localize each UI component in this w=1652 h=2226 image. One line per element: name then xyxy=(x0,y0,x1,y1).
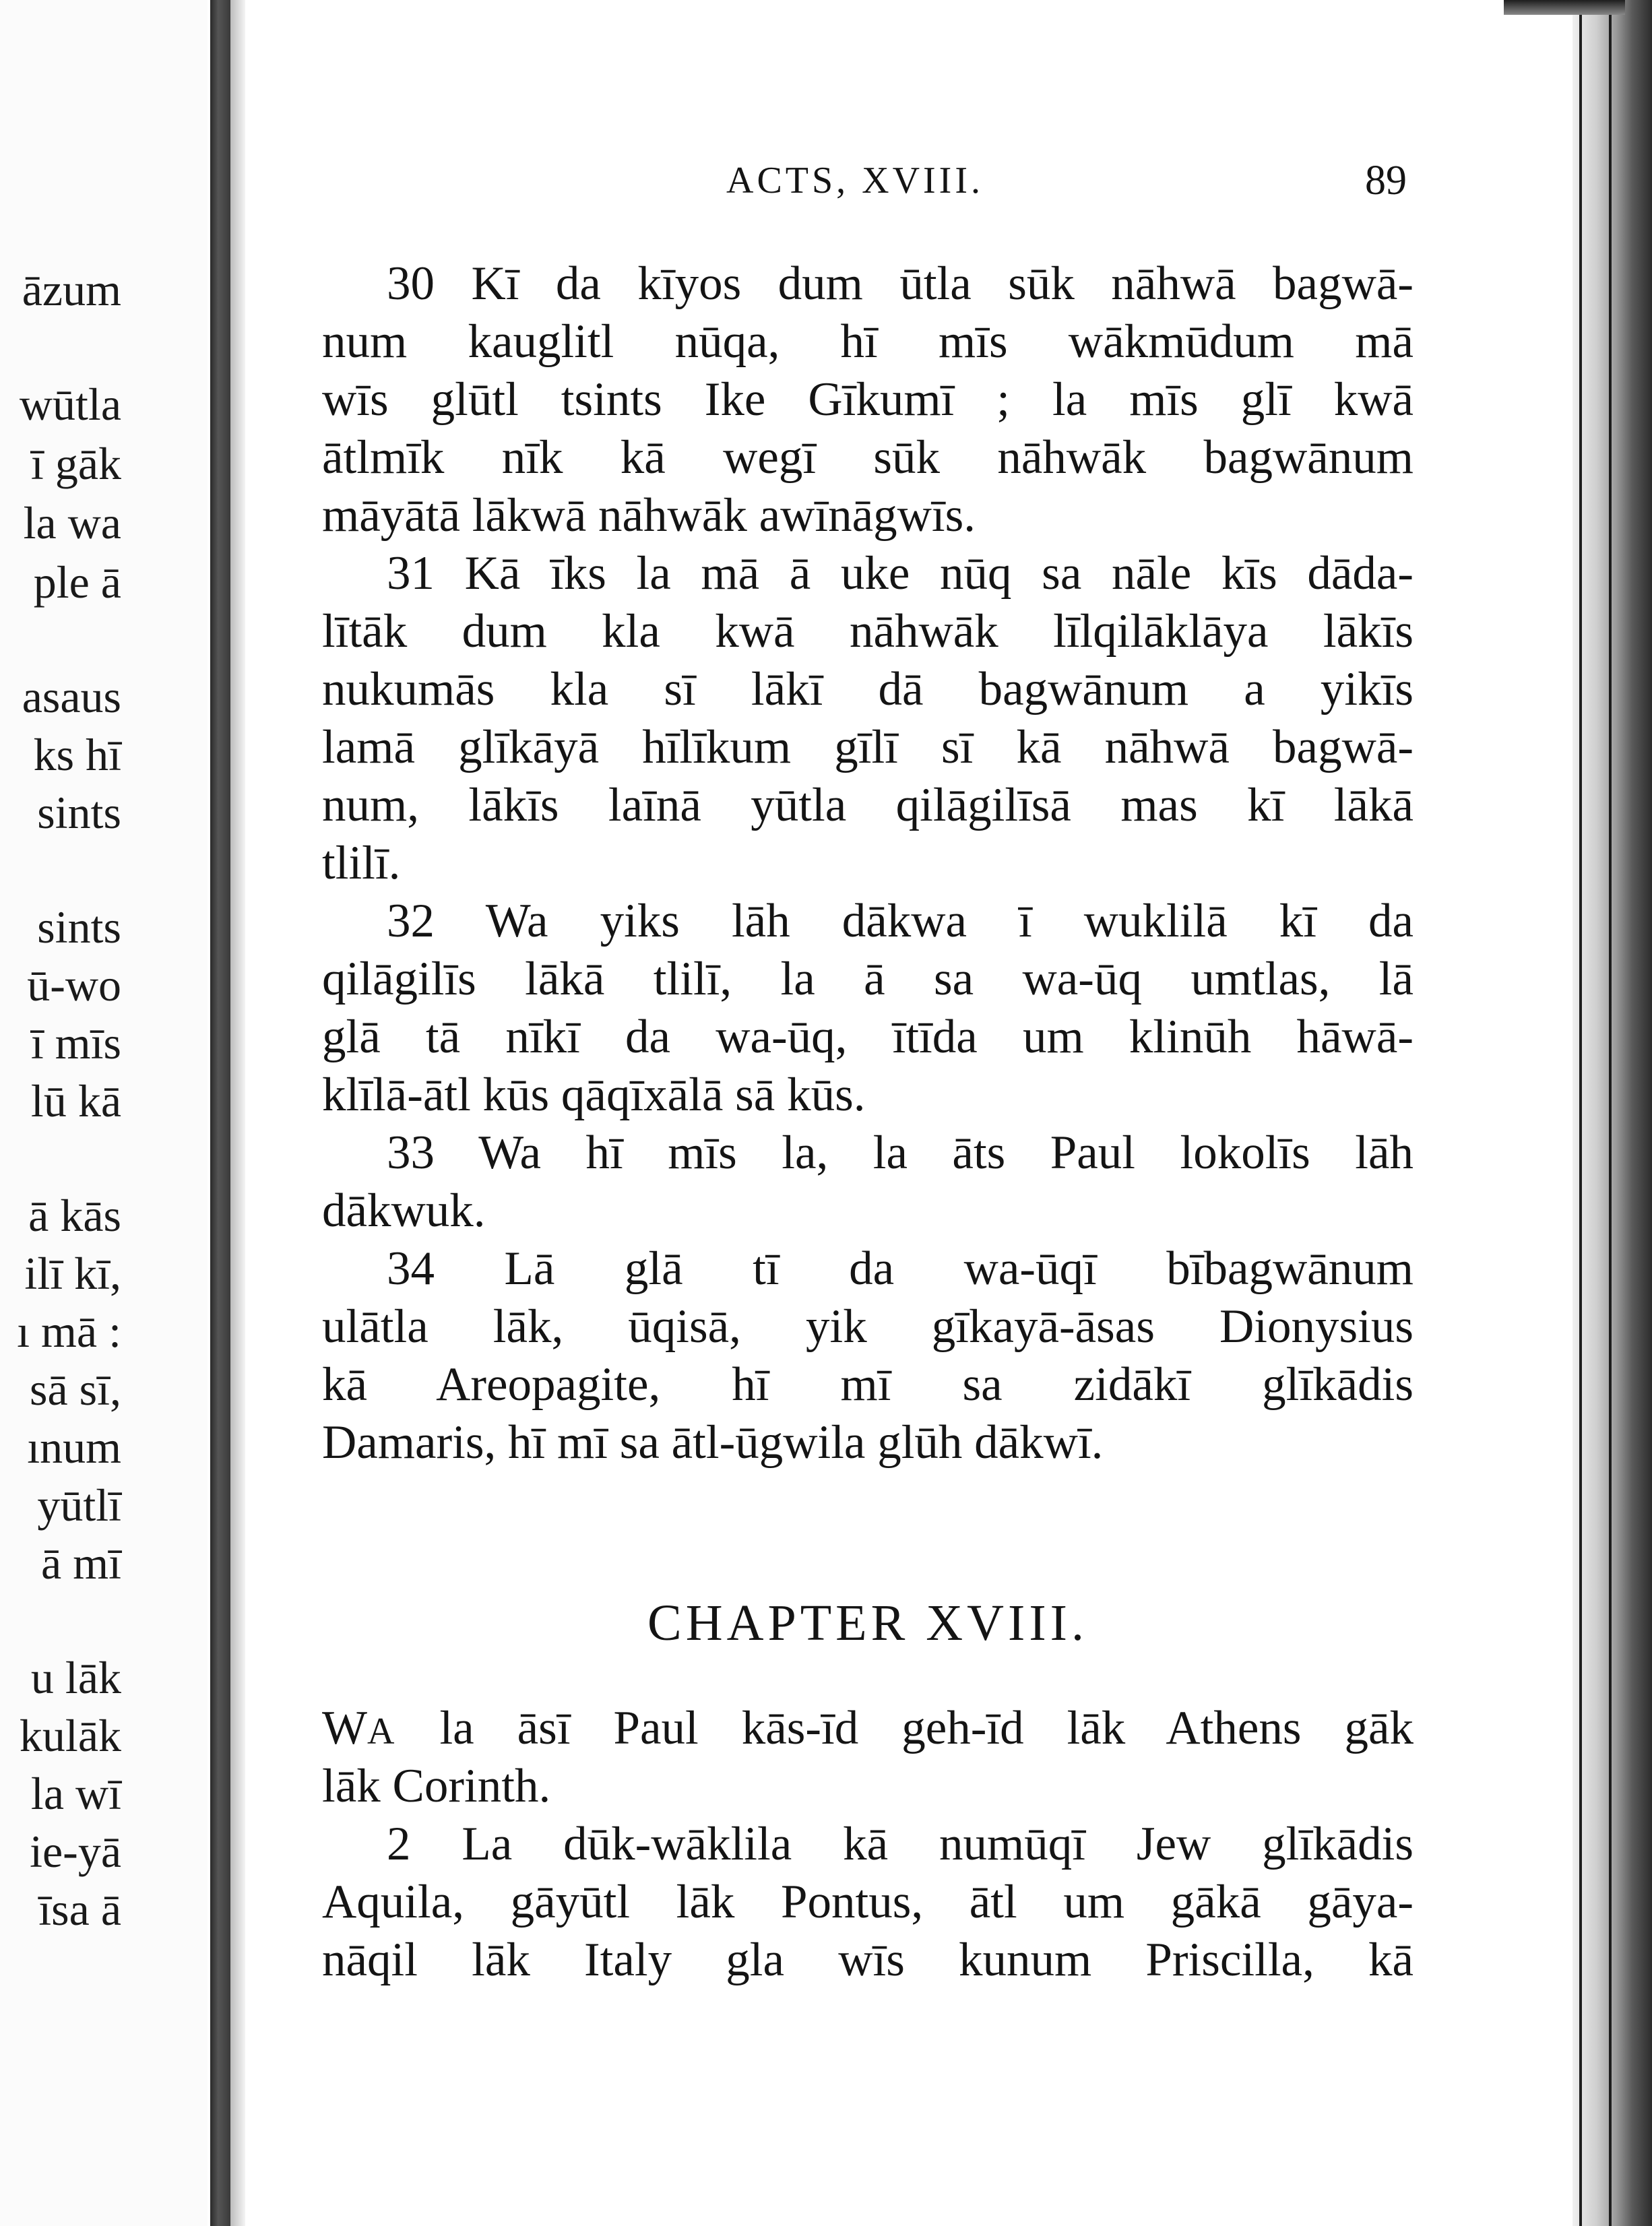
verse-line: nukumās kla sī lākī dā bagwānum a yikīs xyxy=(322,663,1413,716)
previous-page-line: la wī xyxy=(30,1768,121,1819)
previous-page-line: ā kās xyxy=(28,1190,121,1241)
previous-page-line: yūtlī xyxy=(37,1480,121,1531)
verse-line: ulātla lāk, ūqisā, yik gīkayā-āsas Dionysius xyxy=(322,1300,1413,1353)
verse-line-with-initial xyxy=(322,1699,1413,1757)
verse-line: lāk Corinth. xyxy=(322,1760,551,1812)
verse-line: 31 Kā īks la mā ā uke nūq sa nāle kīs dāda- xyxy=(387,547,1413,600)
previous-page-line: asaus xyxy=(22,671,121,722)
previous-page-line: kulāk xyxy=(19,1710,121,1761)
chapter-heading: CHAPTER XVIII. xyxy=(647,1595,1088,1651)
previous-page-line: īsa ā xyxy=(38,1884,121,1935)
previous-page-line: ı mā : xyxy=(17,1306,121,1357)
previous-page-line: ple ā xyxy=(33,556,121,608)
previous-page-line: ks hī xyxy=(33,729,121,780)
page-edge-top xyxy=(1504,0,1625,15)
verse-line: tlilī. xyxy=(322,837,401,889)
page-number: 89 xyxy=(1365,158,1407,203)
page-edge-line xyxy=(1579,0,1582,2226)
previous-page-line: ie-yā xyxy=(30,1826,121,1877)
previous-page-line: lū kā xyxy=(30,1075,121,1126)
previous-page-line: ī gāk xyxy=(30,438,121,489)
verse-line: num, lākīs laīnā yūtla qilāgilīsā mas kī lākā xyxy=(322,779,1413,831)
page-edge-line xyxy=(1609,0,1612,2226)
previous-page-fragment xyxy=(0,0,208,2226)
previous-page-line: u lāk xyxy=(30,1652,121,1703)
verse-line: 2 La dūk-wāklila kā numūqī Jew glīkādis xyxy=(387,1818,1413,1870)
verse-line: 34 Lā glā tī da wa-ūqī bībagwānum xyxy=(387,1242,1413,1295)
initial-smallcaps: A xyxy=(367,1711,397,1752)
verse-line: ātlmīk nīk kā wegī sūk nāhwāk bagwānum xyxy=(322,431,1413,484)
verse-line: wīs glūtl tsints Ike Gīkumī ; la mīs glī kwā xyxy=(322,373,1413,426)
page-edge-shadow xyxy=(1572,0,1652,2226)
previous-page-line: sints xyxy=(37,901,121,953)
initial-letter: W xyxy=(322,1702,368,1754)
verse-line-text: la āsī Paul kās-īd geh-īd lāk Athens gāk xyxy=(439,1702,1413,1754)
verse-line: num kauglitl nūqa, hī mīs wākmūdum mā xyxy=(322,315,1413,368)
gutter-shadow xyxy=(230,0,245,2226)
verse-line: kā Areopagite, hī mī sa zidākī glīkādis xyxy=(322,1358,1413,1411)
previous-page-line: sints xyxy=(37,787,121,838)
previous-page-line: wūtla xyxy=(19,379,121,430)
running-head xyxy=(322,154,1413,208)
verse-line: nāqil lāk Italy gla wīs kunum Priscilla, kā xyxy=(322,1934,1413,1986)
previous-page-line: ā mī xyxy=(41,1537,121,1589)
verse-line: Damaris, hī mī sa ātl-ūgwila glūh dākwī. xyxy=(322,1416,1104,1469)
running-head-title: ACTS, XVIII. xyxy=(726,160,984,201)
verse-line: qilāgilīs lākā tlilī, la ā sa wa-ūq umtlas, lā xyxy=(322,953,1413,1005)
verse-line: glā tā nīkī da wa-ūq, ītīda um klinūh hāwā- xyxy=(322,1011,1413,1063)
verse-line: māyātā lākwā nāhwāk awīnāgwīs. xyxy=(322,489,976,542)
verse-line: 33 Wa hī mīs la, la āts Paul lokolīs lāh xyxy=(387,1126,1413,1179)
previous-page-line: ınum xyxy=(27,1422,121,1473)
verse-line: klīlā-ātl kūs qāqīxālā sā kūs. xyxy=(322,1069,866,1121)
verse-line: dākwuk. xyxy=(322,1184,486,1237)
previous-page-line: ilī kī, xyxy=(24,1248,121,1299)
verse-line: Aquila, gāyūtl lāk Pontus, ātl um gākā gāya- xyxy=(322,1876,1413,1928)
previous-page-line: ī mīs xyxy=(30,1017,121,1069)
previous-page-line: la wa xyxy=(23,497,121,548)
previous-page-line: sā sī, xyxy=(30,1364,121,1415)
previous-page-line: ū-wo xyxy=(27,959,121,1011)
verse-line: 32 Wa yiks lāh dākwa ī wuklilā kī da xyxy=(387,895,1413,947)
verse-line: lītāk dum kla kwā nāhwāk līlqilāklāya lākīs xyxy=(322,605,1413,658)
binding-gutter xyxy=(210,0,230,2226)
verse-line: 30 Kī da kīyos dum ūtla sūk nāhwā bagwā- xyxy=(387,257,1413,310)
previous-page-line: āzum xyxy=(22,264,121,315)
verse-line: lamā glīkāyā hīlīkum gīlī sī kā nāhwā bagwā- xyxy=(322,721,1413,773)
